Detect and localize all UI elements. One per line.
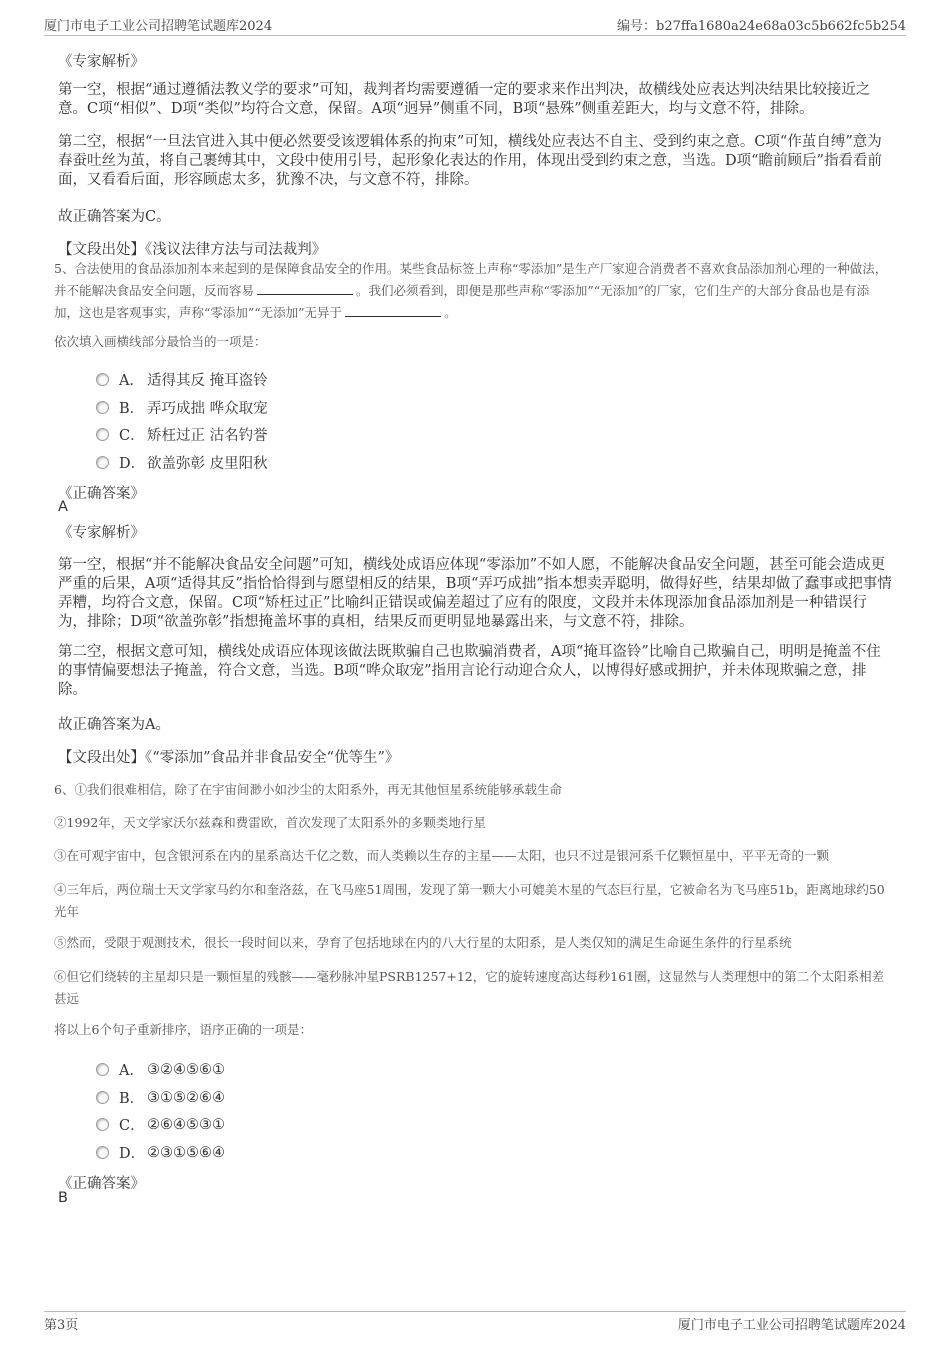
question-6-sentence-6: ⑥但它们绕转的主星却只是一颗恒星的残骸——毫秒脉冲星PSRB1257+12，它的旋转速度高达每秒161圈，这显然与人类理想中的第二个太阳系相差甚远 <box>54 969 885 1006</box>
analysis-paragraph-2: 第二空，根据“一旦法官进入其中便必然要受该逻辑体系的拘束”可知，横线处应表达不自主、受到约束之意。C项“作茧自缚”意为春蚕吐丝为茧，将自己裹缚其中，文段中使用引号，起形象化表达的作用，体现出受到约束之意，当选。D项“瞻前顾后”指看看前面，又看看后面，形容顾虑太多，犹豫不决，与文意不符，排除。 <box>58 134 882 188</box>
answer-label: 《正确答案》 <box>58 1176 145 1192</box>
q6-option-a[interactable]: A． ③②④⑤⑥① <box>96 1059 225 1080</box>
analysis-label: 《专家解析》 <box>58 525 145 541</box>
analysis-label: 《专家解析》 <box>58 54 145 70</box>
radio-icon[interactable] <box>96 428 109 441</box>
analysis-paragraph-2: 第二空，根据文意可知，横线处成语应体现该做法既欺骗自己也欺骗消费者，A项“掩耳盗铃”比喻自己欺骗自己，明明是掩盖不住的事情偏要想法子掩盖，符合文意，当选。B项“哗众取宠”指用言论行动迎合众人，以博得好感或拥护，并未体现欺骗之意，排除。 <box>58 644 881 698</box>
radio-icon[interactable] <box>96 1063 109 1076</box>
radio-icon[interactable] <box>96 1091 109 1104</box>
radio-icon[interactable] <box>96 373 109 386</box>
analysis-paragraph-1: 第一空，根据“通过遵循法教义学的要求”可知，裁判者均需要遵循一定的要求来作出判决，故横线处应表达判决结果比较接近之意。C项“相似”、D项“类似”均符合文意，保留。A项“迥异”侧重不同，B项“悬殊”侧重差距大，均与文意不符，排除。 <box>58 82 871 117</box>
document-id: 编号：b27ffa1680a24e68a03c5b662fc5b254 <box>617 19 906 34</box>
question-6-sentence-3: ③在可观宇宙中，包含银河系在内的星系高达千亿之数，而人类赖以生存的主星——太阳，也只不过是银河系千亿颗恒星中，平平无奇的一颗 <box>54 848 830 863</box>
answer-conclusion: 故正确答案为C。 <box>58 209 171 225</box>
blank-2 <box>345 315 441 317</box>
q5-option-b[interactable]: B． 弄巧成拙 哗众取宠 <box>96 397 268 418</box>
footer-divider <box>44 1311 906 1312</box>
q5-option-d[interactable]: D． 欲盖弥彰 皮里阳秋 <box>96 452 268 473</box>
analysis-paragraph-1: 第一空，根据“并不能解决食品安全问题”可知，横线处成语应体现“零添加”不如人愿，不能解决食品安全问题，甚至可能会造成更严重的后果，A项“适得其反”指恰恰得到与愿望相反的结果，B项“弄巧成拙”指本想卖弄聪明，做得好些，结果却做了蠢事或把事情弄糟，均符合文意，保留。C项“矫枉过正”比喻纠正错误或偏差超过了应有的限度，文段并未体现添加食品添加剂是一种错误行为，排除；D项“欲盖弥彰”指想掩盖坏事的真相，结果反而更明显地暴露出来，与文意不符，排除。 <box>58 557 892 630</box>
radio-icon[interactable] <box>96 1118 109 1131</box>
question-6-sentence-2: ②1992年，天文学家沃尔兹森和费雷欧，首次发现了太阳系外的多颗类地行星 <box>54 815 486 830</box>
header-divider <box>44 35 906 36</box>
question-6-sentence-4: ④三年后，两位瑞士天文学家马约尔和奎洛兹，在飞马座51周围，发现了第一颗大小可媲美木星的气态巨行星，它被命名为飞马座51b，距离地球约50光年 <box>54 882 885 919</box>
answer-value: B <box>58 1190 68 1206</box>
q6-option-c[interactable]: C． ②⑥④⑤③① <box>96 1114 225 1135</box>
radio-icon[interactable] <box>96 456 109 469</box>
passage-source: 【文段出处】《“零添加”食品并非食品安全“优等生”》 <box>58 750 400 766</box>
question-6-sentence-1: 6、①我们很难相信，除了在宇宙间渺小如沙尘的太阳系外，再无其他恒星系统能够承载生命 <box>54 782 562 797</box>
answer-label: 《正确答案》 <box>58 486 145 502</box>
q6-option-b[interactable]: B． ③①⑤②⑥④ <box>96 1087 225 1108</box>
question-5-prompt: 依次填入画横线部分最恰当的一项是： <box>54 334 267 349</box>
radio-icon[interactable] <box>96 401 109 414</box>
q5-option-c[interactable]: C． 矫枉过正 沽名钓誉 <box>96 424 268 445</box>
question-6-prompt: 将以上6个句子重新排序，语序正确的一项是： <box>54 1022 312 1037</box>
header-title: 厦门市电子工业公司招聘笔试题库2024 <box>44 19 273 34</box>
question-6-sentence-5: ⑤然而，受限于观测技术，很长一段时间以来，孕育了包括地球在内的八大行星的太阳系，是人类仅知的满足生命诞生条件的行星系统 <box>54 935 792 950</box>
passage-source: 【文段出处】《浅议法律方法与司法裁判》 <box>58 242 327 258</box>
q6-option-d[interactable]: D． ②③①⑤⑥④ <box>96 1142 225 1163</box>
q5-option-a[interactable]: A． 适得其反 掩耳盗铃 <box>96 369 268 390</box>
question-5-stem: 5、合法使用的食品添加剂本来起到的是保障食品安全的作用。某些食品标签上声称“零添加”是生产厂家迎合消费者不喜欢食品添加剂心理的一种做法，并不能解决食品安全问题，反而容易 。我们必须看到，即便是那些声称“零添加”“无添加”的厂家，它们生产的大部分食品也是有添加，这也是客观事实，声称“零添加”“无添加”无异于 。 <box>54 261 888 320</box>
blank-1 <box>257 293 353 295</box>
radio-icon[interactable] <box>96 1146 109 1159</box>
footer-title: 厦门市电子工业公司招聘笔试题库2024 <box>677 1318 906 1333</box>
answer-conclusion: 故正确答案为A。 <box>58 717 170 733</box>
page-number: 第3页 <box>44 1318 79 1333</box>
answer-value: A <box>58 499 68 515</box>
